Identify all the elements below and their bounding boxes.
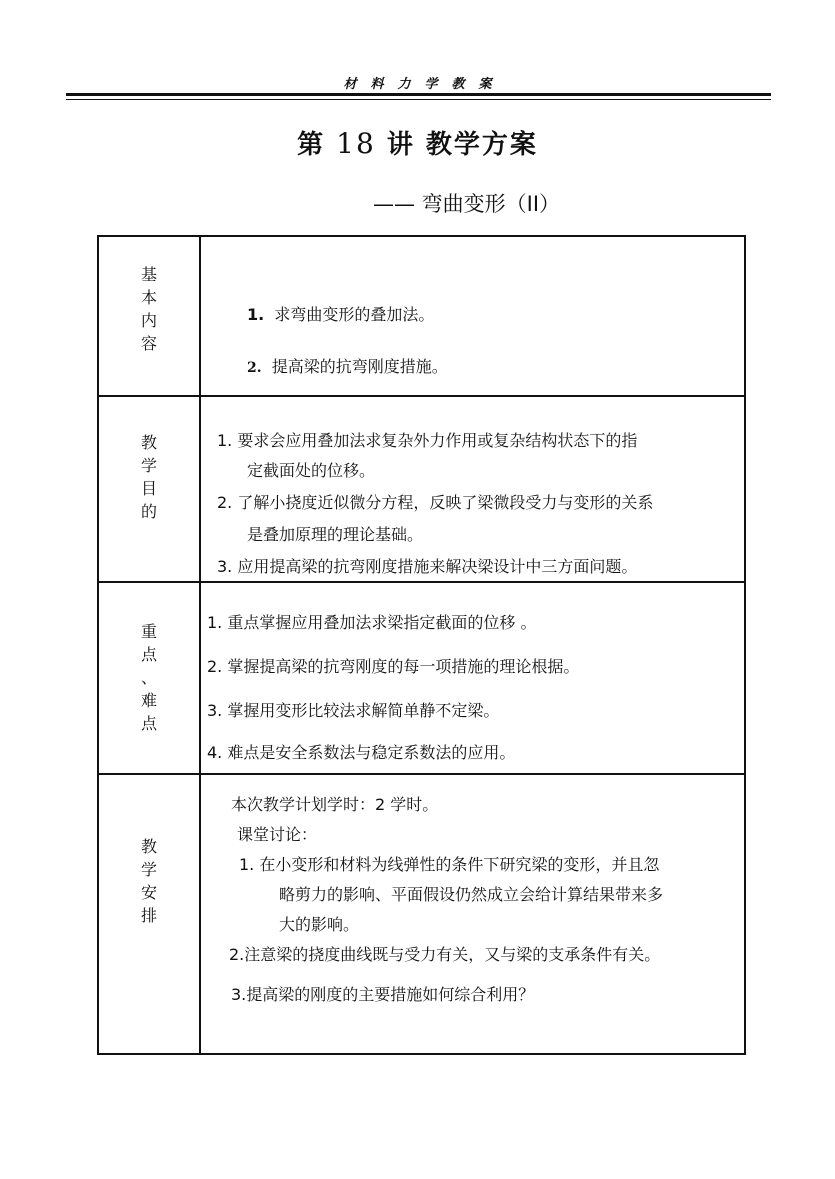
arrangement-line: 大的影响。 bbox=[279, 915, 360, 934]
page-title bbox=[0, 124, 835, 161]
key-point-line: 2. 掌握提高梁的抗弯刚度的每一项措施的理论根据。 bbox=[207, 657, 580, 676]
lesson-plan-table bbox=[97, 235, 746, 1055]
arrangement-line: 本次教学计划学时：2 学时。 bbox=[231, 795, 439, 814]
row-divider bbox=[99, 581, 744, 583]
key-points-label: 重 点 、 难 点 bbox=[140, 622, 157, 733]
title-prefix: 第 bbox=[297, 130, 326, 160]
key-point-line: 4. 难点是安全系数法与稳定系数法的应用。 bbox=[207, 743, 516, 762]
teaching-goals-label: 教 学 目 的 bbox=[140, 433, 157, 521]
goal-line: 2. 了解小挠度近似微分方程，反映了梁微段受力与变形的关系 bbox=[217, 493, 654, 512]
goal-line: 1. 要求会应用叠加法求复杂外力作用或复杂结构状态下的指 bbox=[217, 431, 638, 450]
row-divider bbox=[99, 395, 744, 397]
goal-line: 是叠加原理的理论基础。 bbox=[247, 525, 424, 544]
header-rule-thin bbox=[66, 99, 771, 100]
header-rule-thick bbox=[66, 93, 771, 96]
arrangement-line: 1. 在小变形和材料为线弹性的条件下研究梁的变形，并且忽 bbox=[239, 855, 660, 874]
key-point-line: 1. 重点掌握应用叠加法求梁指定截面的位移 。 bbox=[207, 613, 537, 632]
basic-item: 1. 求弯曲变形的叠加法。 bbox=[247, 305, 435, 324]
key-point-line: 3. 掌握用变形比较法求解简单静不定梁。 bbox=[207, 701, 500, 720]
teaching-arrangement-label: 教 学 安 排 bbox=[140, 837, 157, 925]
column-divider bbox=[199, 237, 201, 1053]
goal-line: 3. 应用提高梁的抗弯刚度措施来解决梁设计中三方面问题。 bbox=[217, 557, 638, 576]
title-suffix: 讲 教学方案 bbox=[386, 130, 538, 160]
arrangement-line: 2.注意梁的挠度曲线既与受力有关，又与梁的支承条件有关。 bbox=[229, 945, 661, 964]
basic-item: 2. 提高梁的抗弯刚度措施。 bbox=[247, 357, 448, 376]
title-number: 18 bbox=[336, 127, 376, 160]
goal-line: 定截面处的位移。 bbox=[247, 461, 376, 480]
basic-content-label: 基 本 内 容 bbox=[140, 265, 157, 353]
running-header: 材料力学教案 bbox=[343, 77, 506, 92]
arrangement-line: 略剪力的影响、平面假设仍然成立会给计算结果带来多 bbox=[279, 885, 664, 904]
row-divider bbox=[99, 773, 744, 775]
arrangement-line: 3.提高梁的刚度的主要措施如何综合利用？ bbox=[231, 985, 535, 1004]
page-subtitle: —— 弯曲变形（II） bbox=[373, 192, 561, 216]
arrangement-line: 课堂讨论： bbox=[237, 825, 318, 844]
